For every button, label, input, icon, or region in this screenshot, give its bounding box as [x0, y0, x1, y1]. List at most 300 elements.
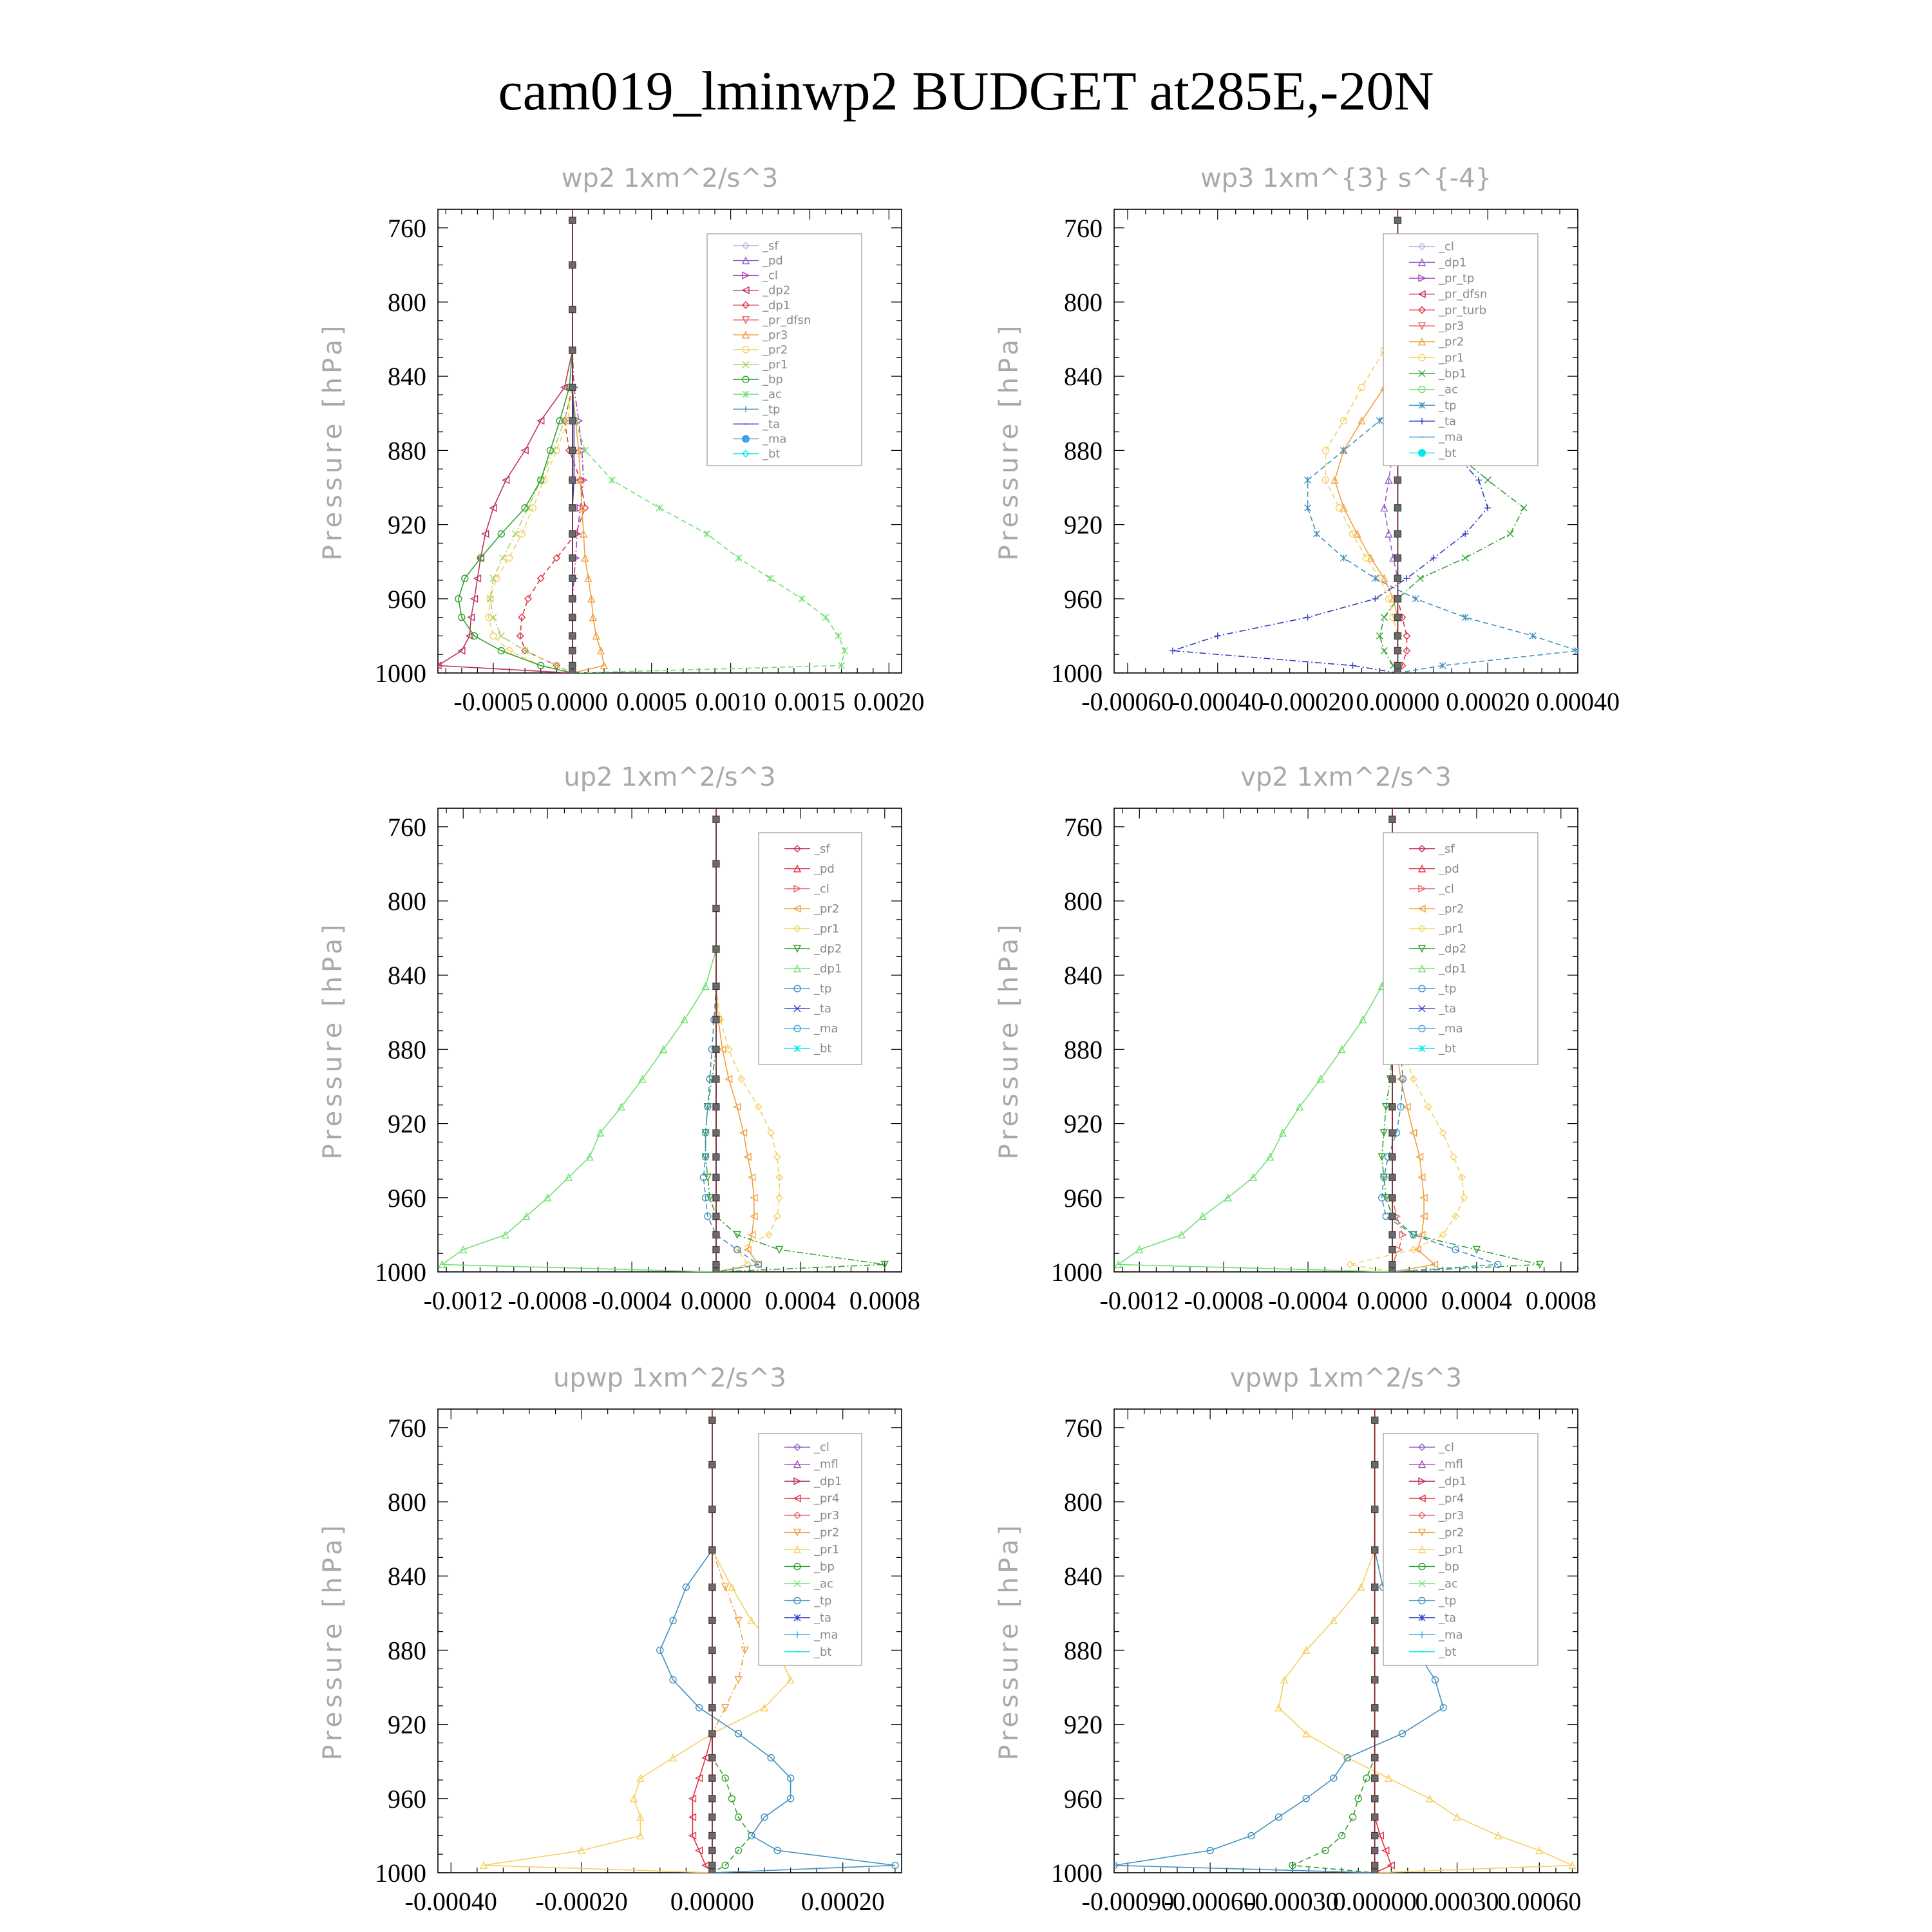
data-point — [1215, 632, 1221, 639]
zero-marker — [713, 905, 719, 912]
zero-marker — [709, 1754, 715, 1761]
legend-label: _bp1 — [1439, 366, 1467, 381]
legend-label: _dp2 — [1439, 942, 1467, 956]
chart-panel-5 — [318, 1363, 902, 1916]
x-tick-label: -0.00020 — [1261, 687, 1354, 716]
y-tick-label: 960 — [1064, 1183, 1103, 1213]
zero-marker — [569, 596, 576, 602]
data-point — [1358, 384, 1365, 390]
y-tick-label: 920 — [388, 510, 426, 540]
data-point — [506, 554, 513, 561]
zero-marker — [713, 1213, 719, 1220]
y-tick-label: 840 — [1064, 961, 1103, 990]
zero-marker — [713, 983, 719, 989]
zero-marker — [713, 1246, 719, 1253]
y-tick-label: 840 — [388, 362, 426, 392]
y-tick-label: 800 — [388, 887, 426, 916]
zero-marker — [569, 261, 576, 268]
y-tick-label: 1000 — [1051, 659, 1103, 688]
zero-marker — [569, 217, 576, 223]
x-tick-label: 0.0004 — [764, 1286, 836, 1315]
zero-marker — [1394, 662, 1401, 668]
series-pr4 — [689, 1417, 715, 1876]
x-tick-label: -0.0005 — [453, 687, 533, 716]
zero-marker — [1372, 1417, 1378, 1423]
zero-marker — [1389, 1174, 1396, 1180]
data-point — [735, 1617, 741, 1624]
data-point — [1461, 1195, 1467, 1201]
legend-label: _pr4 — [1439, 1492, 1464, 1506]
panels — [318, 164, 1620, 1916]
zero-marker — [1394, 596, 1401, 602]
legend — [759, 1434, 862, 1665]
series-line — [1119, 819, 1393, 1272]
legend-label: _tp — [1439, 982, 1457, 996]
legend-label: _pr2 — [762, 343, 788, 357]
zero-marker — [709, 1814, 715, 1821]
zero-marker — [709, 1647, 715, 1653]
y-tick-label: 760 — [1064, 812, 1103, 842]
legend-label: _cl — [1439, 1441, 1454, 1455]
legend-label: _cl — [1439, 240, 1454, 254]
chart-panel-6 — [994, 1363, 1581, 1916]
zero-marker — [1394, 632, 1401, 639]
y-tick-label: 800 — [388, 288, 426, 317]
data-point — [500, 554, 506, 561]
zero-marker — [1394, 670, 1401, 676]
zero-marker — [1389, 1269, 1396, 1275]
chart-panel-4 — [994, 762, 1596, 1315]
y-tick-label: 840 — [388, 1562, 426, 1591]
legend-label: _tp — [762, 402, 781, 417]
legend-label: _pr3 — [762, 328, 788, 342]
legend-label: _sf — [762, 239, 779, 253]
zero-marker — [1372, 1862, 1378, 1868]
x-tick-label: -0.0008 — [1184, 1286, 1264, 1315]
legend-label: _bp — [1439, 1560, 1459, 1574]
series-line — [716, 819, 759, 1272]
zero-marker — [569, 614, 576, 621]
y-tick-label: 840 — [1064, 362, 1103, 392]
zero-marker — [1389, 1130, 1396, 1136]
zero-marker — [1394, 477, 1401, 483]
data-point — [1381, 647, 1387, 654]
legend-label: _cl — [814, 882, 829, 896]
data-point — [768, 1130, 774, 1136]
data-point — [728, 1795, 735, 1802]
data-point — [1376, 632, 1383, 639]
y-tick-label: 800 — [1064, 1488, 1103, 1517]
y-tick-label: 880 — [388, 1035, 426, 1065]
y-tick-label: 960 — [388, 1784, 426, 1814]
legend-label: _bp — [762, 373, 783, 387]
y-tick-label: 800 — [1064, 887, 1103, 916]
zero-marker — [1389, 1246, 1396, 1253]
zero-marker — [709, 1506, 715, 1513]
zero-marker — [1389, 816, 1396, 822]
chart-panel-2 — [994, 164, 1620, 716]
zero-marker — [1372, 1461, 1378, 1468]
zero-marker — [713, 1269, 719, 1275]
data-point — [609, 477, 615, 483]
legend-label: _dp1 — [1439, 962, 1467, 976]
series-line — [484, 1420, 791, 1873]
legend-label: _ma — [762, 432, 787, 446]
y-tick-label: 960 — [1064, 584, 1103, 614]
panel-title: vpwp 1xm^2/s^3 — [1229, 1363, 1463, 1393]
legend-label: _ac — [1439, 1577, 1458, 1591]
zero-marker — [1372, 1584, 1378, 1590]
figure-title: cam019_lminwp2 BUDGET at285E,-20N — [498, 60, 1434, 122]
zero-marker — [569, 670, 576, 676]
data-point — [490, 632, 497, 639]
legend-label: _dp2 — [762, 283, 791, 298]
y-tick-label: 960 — [388, 584, 426, 614]
legend-label: _dp1 — [814, 962, 842, 976]
legend-label: _ma — [1439, 1628, 1463, 1642]
legend-label: _dp1 — [1439, 256, 1467, 270]
legend-label: _bt — [1439, 1645, 1457, 1659]
data-point — [522, 647, 528, 654]
zero-marker — [1394, 614, 1401, 621]
legend-label: _pr2 — [814, 1526, 840, 1540]
legend-label: _bt — [814, 1645, 832, 1659]
x-tick-label: 0.0005 — [616, 687, 687, 716]
data-point — [1372, 575, 1378, 582]
legend-label: _bt — [762, 447, 781, 461]
series-line — [489, 220, 573, 673]
y-tick-label: 760 — [388, 213, 426, 243]
y-tick-label: 920 — [1064, 510, 1103, 540]
legend-label: _pr2 — [1439, 1526, 1464, 1540]
series-line — [573, 220, 604, 673]
zero-marker — [1389, 1075, 1396, 1082]
y-axis-label: Pressure [hPa] — [318, 1521, 348, 1761]
zero-marker — [709, 1847, 715, 1853]
legend-label: _ma — [1439, 430, 1463, 444]
y-tick-label: 1000 — [375, 1859, 426, 1888]
y-tick-label: 800 — [388, 1488, 426, 1517]
y-tick-label: 920 — [1064, 1710, 1103, 1739]
zero-marker — [1389, 1195, 1396, 1201]
y-axis-label: Pressure [hPa] — [994, 1521, 1024, 1761]
x-tick-label: 0.0008 — [849, 1286, 920, 1315]
y-tick-label: 880 — [1064, 1636, 1103, 1665]
legend-label: _pr1 — [814, 922, 840, 936]
y-tick-label: 1000 — [375, 659, 426, 688]
zero-marker — [713, 1046, 719, 1052]
legend-label: _tp — [1439, 399, 1457, 413]
data-point — [1417, 575, 1423, 582]
zero-marker — [713, 1153, 719, 1160]
data-point — [1305, 505, 1311, 511]
legend-label: _bt — [1439, 446, 1457, 460]
zero-marker — [1372, 1795, 1378, 1802]
zero-marker — [1372, 1775, 1378, 1781]
x-tick-label: -0.0012 — [1099, 1286, 1179, 1315]
data-point — [656, 505, 663, 511]
data-point — [1462, 554, 1468, 561]
legend-label: _pr3 — [1439, 1509, 1464, 1523]
y-axis-label: Pressure [hPa] — [318, 920, 348, 1160]
panel-title: upwp 1xm^2/s^3 — [553, 1363, 786, 1393]
data-point — [582, 447, 589, 453]
data-point — [1305, 477, 1311, 483]
data-point — [1349, 662, 1356, 668]
zero-marker — [1394, 505, 1401, 511]
data-point — [1381, 614, 1387, 621]
zero-marker — [569, 647, 576, 654]
data-point — [553, 447, 560, 453]
data-point — [1412, 596, 1419, 602]
series-line — [520, 220, 585, 673]
legend-label: _ac — [762, 388, 782, 402]
data-point — [1314, 531, 1320, 537]
data-point — [1363, 554, 1369, 561]
legend — [1383, 234, 1538, 466]
series-tp — [700, 816, 761, 1275]
zero-marker — [1372, 1506, 1378, 1513]
zero-marker — [709, 1584, 715, 1590]
series-line — [1293, 1420, 1375, 1873]
zero-marker — [1372, 1814, 1378, 1821]
series-pr1 — [487, 217, 576, 676]
series-pr1 — [480, 1417, 794, 1876]
zero-marker — [1372, 1730, 1378, 1737]
x-tick-label: -0.00090 — [1081, 1887, 1174, 1916]
series-dp1 — [517, 217, 589, 676]
zero-marker — [713, 1261, 719, 1267]
legend-label: _pd — [814, 862, 835, 876]
legend-label: _dp1 — [814, 1475, 842, 1489]
data-point — [1520, 505, 1527, 511]
data-point — [767, 575, 773, 582]
data-point — [735, 554, 742, 561]
y-tick-label: 960 — [388, 1183, 426, 1213]
zero-marker — [709, 1461, 715, 1468]
y-tick-label: 760 — [388, 1413, 426, 1443]
legend-label: _ac — [1439, 383, 1458, 397]
data-point — [1475, 477, 1482, 483]
legend-label: _pr2 — [1439, 902, 1464, 916]
series-pr2 — [709, 1417, 748, 1876]
zero-marker — [713, 1195, 719, 1201]
series-pr2 — [713, 816, 761, 1275]
data-point — [799, 596, 805, 602]
x-tick-label: 0.0000 — [536, 687, 608, 716]
legend-label: _pd — [762, 254, 783, 268]
x-tick-label: 0.0015 — [774, 687, 846, 716]
legend-label: _sf — [1439, 842, 1455, 856]
legend-label: _ta — [762, 417, 781, 431]
data-point — [774, 1213, 781, 1220]
zero-marker — [569, 307, 576, 313]
data-point — [512, 531, 518, 537]
data-point — [1372, 596, 1378, 602]
x-tick-label: 0.00020 — [1446, 687, 1530, 716]
legend-label: _pr1 — [1439, 1543, 1464, 1557]
legend-label: _pr2 — [1439, 335, 1464, 349]
zero-marker — [713, 1231, 719, 1238]
x-tick-label: -0.0008 — [507, 1286, 587, 1315]
legend-label: _cl — [814, 1441, 829, 1455]
y-tick-label: 880 — [1064, 436, 1103, 466]
zero-marker — [1389, 1153, 1396, 1160]
zero-marker — [569, 575, 576, 582]
zero-marker — [709, 1832, 715, 1839]
zero-marker — [1372, 1647, 1378, 1653]
legend-marker — [1418, 449, 1426, 457]
data-point — [498, 632, 504, 639]
y-tick-label: 920 — [1064, 1109, 1103, 1139]
zero-marker — [569, 384, 576, 390]
series-dp1 — [1115, 816, 1396, 1275]
zero-marker — [1372, 1676, 1378, 1683]
legend-label: _dp1 — [1439, 1475, 1467, 1489]
y-tick-label: 840 — [388, 961, 426, 990]
data-point — [1530, 632, 1536, 639]
zero-marker — [569, 662, 576, 668]
zero-marker — [713, 1075, 719, 1082]
legend-label: _bt — [1439, 1042, 1457, 1056]
legend-label: _pr3 — [1439, 319, 1464, 334]
legend-label: _pr2 — [814, 902, 840, 916]
y-tick-label: 800 — [1064, 288, 1103, 317]
legend-label: _pr_dfsn — [762, 313, 811, 327]
zero-marker — [1394, 554, 1401, 561]
y-axis-label: Pressure [hPa] — [994, 321, 1024, 561]
legend-label: _pr4 — [814, 1492, 840, 1506]
x-tick-label: 0.0008 — [1525, 1286, 1596, 1315]
legend-label: _ac — [814, 1577, 833, 1591]
zero-marker — [713, 1174, 719, 1180]
legend-label: _pr_turb — [1439, 303, 1487, 317]
data-point — [1363, 1775, 1370, 1781]
series-line — [712, 1420, 752, 1873]
legend-label: _pr3 — [814, 1509, 840, 1523]
panel-title: wp2 1xm^2/s^3 — [561, 164, 779, 193]
zero-marker — [1394, 217, 1401, 223]
zero-marker — [709, 1676, 715, 1683]
legend-label: _pr1 — [1439, 922, 1464, 936]
legend-label: _dp1 — [762, 298, 791, 312]
chart-panel-1 — [318, 164, 924, 716]
data-point — [1462, 614, 1468, 621]
series-line — [490, 220, 573, 673]
zero-marker — [709, 1417, 715, 1423]
zero-marker — [1372, 1870, 1378, 1876]
x-tick-label: -0.00030 — [1246, 1887, 1339, 1916]
x-tick-label: -0.0004 — [1268, 1286, 1348, 1315]
y-axis-label: Pressure [hPa] — [994, 920, 1024, 1160]
y-tick-label: 1000 — [375, 1258, 426, 1287]
zero-marker — [1394, 575, 1401, 582]
data-point — [704, 531, 710, 537]
zero-marker — [1389, 1261, 1396, 1267]
legend-label: _dp2 — [814, 942, 842, 956]
legend-label: _cl — [1439, 882, 1454, 896]
legend-label: _ta — [1439, 414, 1457, 428]
panel-title: vp2 1xm^2/s^3 — [1240, 762, 1452, 792]
legend-label: _pr_dfsn — [1439, 287, 1488, 301]
series-pr2 — [486, 217, 576, 676]
zero-marker — [1389, 1104, 1396, 1110]
zero-marker — [713, 946, 719, 952]
x-tick-label: 0.00000 — [1356, 687, 1440, 716]
x-tick-label: 0.0004 — [1441, 1286, 1512, 1315]
data-point — [1484, 477, 1491, 483]
series-pr3 — [569, 217, 607, 676]
x-tick-label: -0.00060 — [1164, 1887, 1256, 1916]
zero-marker — [1389, 1213, 1396, 1220]
series-line — [442, 819, 717, 1272]
legend-label: _mfl — [814, 1457, 838, 1472]
series-line — [703, 819, 758, 1272]
chart-panel-3 — [318, 762, 920, 1315]
series-bp — [1289, 1417, 1378, 1876]
legend-label: _pr_tp — [1439, 272, 1475, 286]
zero-marker — [1372, 1705, 1378, 1711]
y-tick-label: 960 — [1064, 1784, 1103, 1814]
legend — [1383, 833, 1538, 1065]
y-tick-label: 880 — [388, 1636, 426, 1665]
series-line — [438, 220, 573, 673]
series-line — [712, 1420, 745, 1873]
legend-label: _ma — [814, 1022, 838, 1036]
x-tick-label: 0.0000 — [681, 1286, 752, 1315]
zero-marker — [569, 477, 576, 483]
legend-label: _ta — [1439, 1002, 1457, 1016]
y-tick-label: 760 — [388, 812, 426, 842]
legend-label: _ta — [814, 1611, 832, 1625]
x-tick-label: -0.00040 — [1171, 687, 1264, 716]
legend-label: _ma — [814, 1628, 838, 1642]
y-tick-label: 920 — [388, 1109, 426, 1139]
x-tick-label: -0.00060 — [1081, 687, 1174, 716]
data-point — [1484, 505, 1491, 511]
legend-label: _tp — [814, 982, 832, 996]
x-tick-label: 0.0010 — [695, 687, 766, 716]
y-tick-label: 760 — [1064, 1413, 1103, 1443]
zero-marker — [709, 1730, 715, 1737]
x-tick-label: 0.00000 — [670, 1887, 754, 1916]
y-tick-label: 880 — [388, 436, 426, 466]
data-point — [1396, 1246, 1402, 1253]
x-tick-label: -0.00040 — [404, 1887, 497, 1916]
legend-label: _bp — [814, 1560, 835, 1574]
x-tick-label: -0.0012 — [423, 1286, 503, 1315]
x-tick-label: 0.0020 — [853, 687, 925, 716]
zero-marker — [1372, 1832, 1378, 1839]
data-point — [1507, 531, 1513, 537]
y-tick-label: 920 — [388, 1710, 426, 1739]
x-tick-label: 0.00020 — [800, 1887, 885, 1916]
legend-label: _ma — [1439, 1022, 1463, 1036]
legend-label: _sf — [814, 842, 830, 856]
zero-marker — [709, 1795, 715, 1802]
x-tick-label: 0.00030 — [1415, 1887, 1499, 1916]
zero-marker — [709, 1617, 715, 1624]
y-tick-label: 880 — [1064, 1035, 1103, 1065]
x-tick-label: -0.00020 — [535, 1887, 628, 1916]
legend-label: _pd — [1439, 862, 1459, 876]
legend-label: _ta — [1439, 1611, 1457, 1625]
series-line — [693, 1420, 712, 1873]
data-point — [842, 647, 848, 654]
data-point — [1170, 647, 1176, 654]
zero-marker — [569, 632, 576, 639]
y-tick-label: 760 — [1064, 213, 1103, 243]
